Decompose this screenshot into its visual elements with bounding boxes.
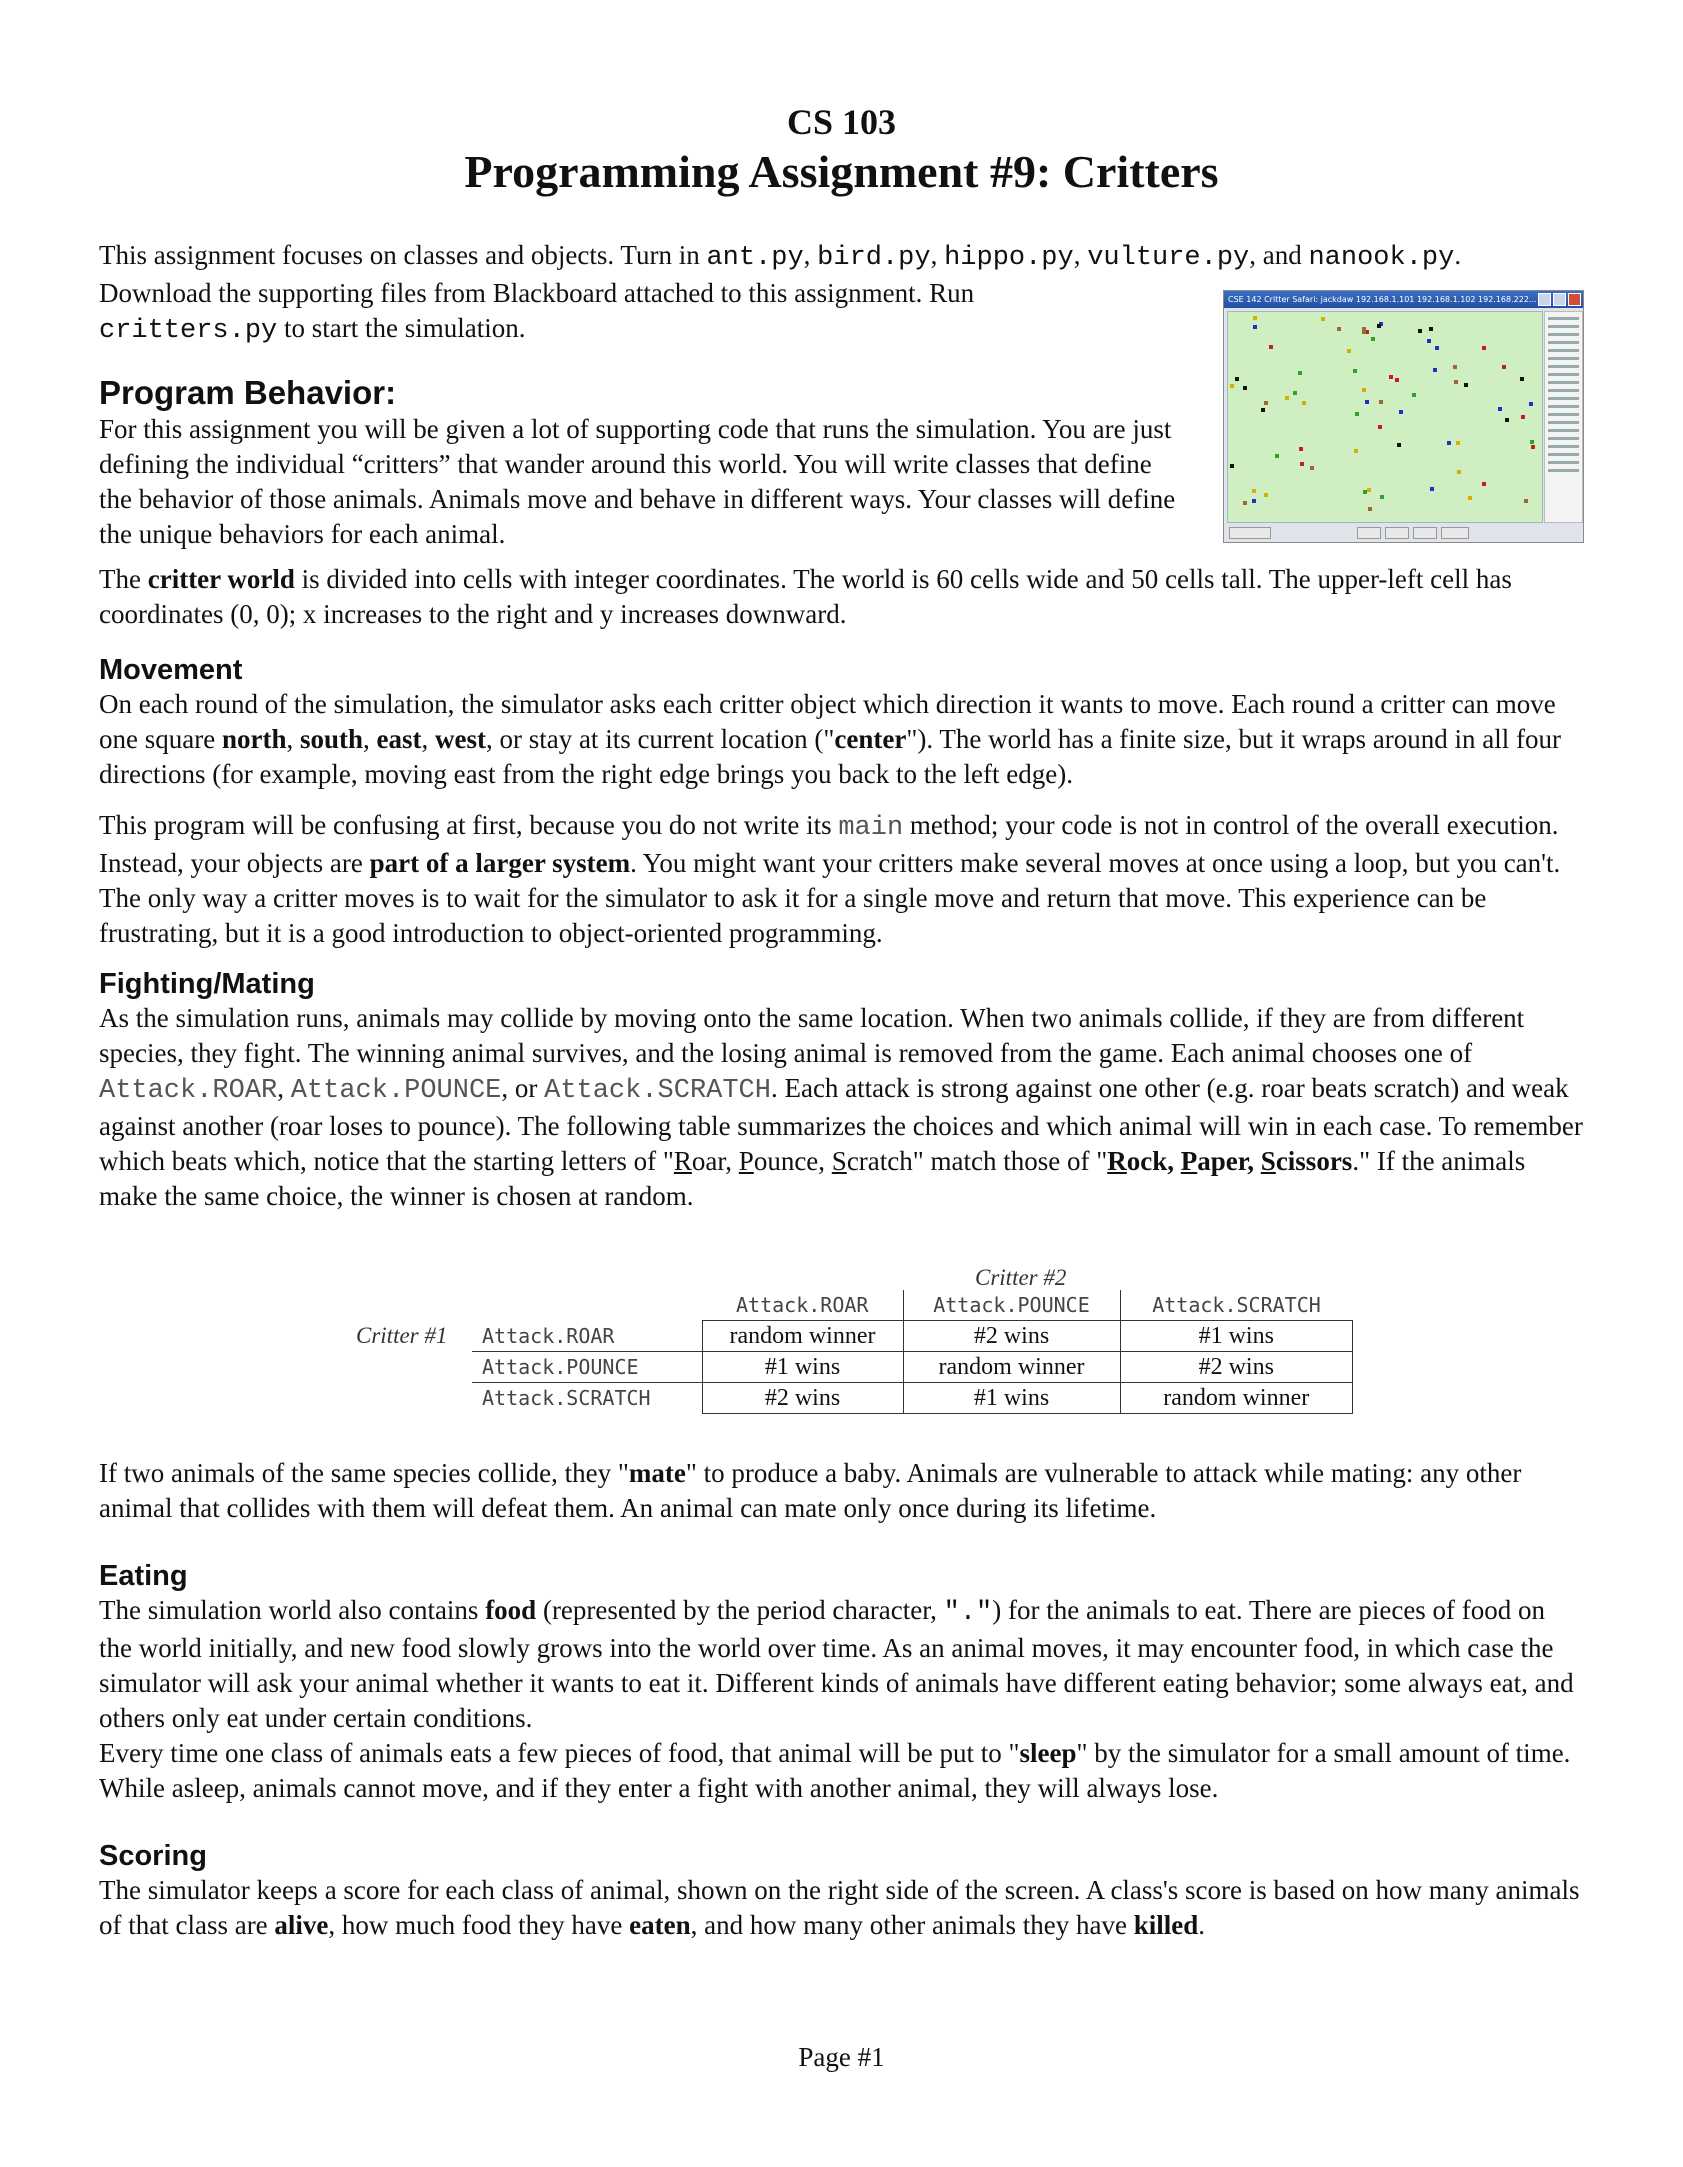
text: cratch" match those of ": [846, 1146, 1108, 1176]
sleep-paragraph: [99, 1736, 1584, 1806]
text: On each round of the simulation, the simulator asks each critter object which direction it wants to move. Each round a critter can move one square: [99, 689, 1556, 754]
text: , how much food they have: [328, 1910, 630, 1940]
table-cell: #2 wins: [1120, 1352, 1353, 1383]
movement-section: [99, 654, 1584, 951]
critter-dot: [1347, 349, 1351, 353]
program-behavior-heading: Program Behavior:: [99, 374, 397, 411]
page-title: Programming Assignment #9: Critters: [464, 146, 1219, 197]
file-ant: ant.py: [706, 243, 804, 273]
text: ,: [277, 1073, 291, 1103]
document-header: [99, 100, 1584, 200]
text: oar,: [691, 1146, 739, 1176]
killed-term: killed: [1133, 1910, 1199, 1940]
critter-dot: [1253, 325, 1257, 329]
intro-paragraph: [99, 238, 1584, 276]
text: Every time one class of animals eats a few pieces of food, that animal will be put to ": [99, 1738, 1020, 1768]
text: ,: [421, 724, 435, 754]
sep: ,: [930, 240, 945, 270]
file-bird: bird.py: [817, 243, 931, 273]
attack-roar-term: Attack.ROAR: [99, 1076, 278, 1106]
attack-scratch-term: Attack.SCRATCH: [544, 1076, 771, 1106]
page-footer: [99, 2040, 1584, 2075]
row-header: Attack.ROAR: [472, 1321, 702, 1352]
scoring-section: [99, 1840, 1584, 1943]
sep: .: [1454, 240, 1462, 270]
critter-dot: [1502, 365, 1506, 369]
critter-dot: [1427, 339, 1431, 343]
critter-dot: [1371, 337, 1375, 341]
file-nanook: nanook.py: [1308, 243, 1455, 273]
eating-paragraph: [99, 1593, 1584, 1736]
eating-section: [99, 1560, 1584, 1806]
fighting-paragraph: [99, 1001, 1584, 1214]
text: aper,: [1197, 1146, 1261, 1176]
fighting-section: [99, 968, 1584, 1214]
critter-dot: [1453, 365, 1457, 369]
text: (represented by the period character,: [536, 1595, 944, 1625]
critter-dot: [1321, 317, 1325, 321]
critter-dot: [1269, 345, 1273, 349]
critter-dot: [1435, 346, 1439, 350]
text: ) for the animals to eat. There are pieces of food on the world initially, and new food slowly grows into the world over time. As an animal moves, it may encounter food, in which case the simulator will ask your animal whether it wants to eat it. Different kinds of animals have different eating behavior; some always eat, and others only eat under certain conditions.: [99, 1595, 1574, 1733]
column-header: Attack.ROAR: [702, 1290, 903, 1321]
text: . You might want your critters make several moves at once using a loop, but you can't. The only way a critter moves is to wait for the simulator to ask it for a single move and return that move. This experience can be frustrating, but it is a good introduction to object-oriented programming.: [99, 848, 1561, 948]
text: As the simulation runs, animals may collide by moving onto the same location. When two animals collide, if they are from different species, they fight. The winning animal survives, and the losing animal is removed from the game. Each animal chooses one of: [99, 1003, 1525, 1068]
center-term: center: [834, 724, 907, 754]
download-text: Download the supporting files from Blackboard attached to this assignment. Run: [99, 278, 975, 308]
table-cell: #2 wins: [903, 1321, 1120, 1352]
sep: ,: [803, 240, 818, 270]
sep: ,: [1073, 240, 1088, 270]
larger-system-term: part of a larger system: [369, 848, 631, 878]
close-icon: [1568, 293, 1581, 306]
sleep-term: sleep: [1019, 1738, 1077, 1768]
table-cell: #1 wins: [702, 1352, 903, 1383]
critter-dot: [1418, 329, 1422, 333]
scoring-heading: Scoring: [99, 1840, 207, 1872]
table-cell: random winner: [702, 1321, 903, 1352]
attack-table: [472, 1290, 1353, 1414]
main-method-paragraph: [99, 808, 1584, 951]
text: is divided into cells with integer coordinates. The world is 60 cells wide and 50 cells tall. The upper-left cell has coordinates (0, 0); x increases to the right and y increases downward.: [99, 564, 1512, 629]
file-hippo: hippo.py: [944, 243, 1074, 273]
west-term: west: [434, 724, 486, 754]
south-term: south: [299, 724, 363, 754]
minimize-icon: [1538, 293, 1551, 306]
eaten-term: eaten: [629, 1910, 691, 1940]
alive-term: alive: [274, 1910, 329, 1940]
table-cell: random winner: [903, 1352, 1120, 1383]
mating-section: [99, 1456, 1584, 1526]
mnemonic-letter: P: [1180, 1146, 1198, 1176]
text: , and how many other animals they have: [690, 1910, 1134, 1940]
column-header: Attack.SCRATCH: [1152, 1293, 1321, 1317]
critter2-label: Critter #2: [975, 1265, 1067, 1290]
intro-text: This assignment focuses on classes and objects. Turn in: [99, 240, 707, 270]
row-header: Attack.POUNCE: [472, 1352, 702, 1383]
page-number: Page #1: [798, 2042, 885, 2072]
table-header-row: [472, 1290, 1353, 1321]
text: . Each attack is strong against one other (e.g. roar beats scratch) and weak against another (roar loses to pounce). The following table summarizes the choices and which animal will win in each case. To remember which beats which, notice that the starting letters of ": [99, 1073, 1583, 1176]
critter-dot: [1377, 324, 1381, 328]
text: method; your code is not in control of the overall execution. Instead, your objects are: [99, 810, 1559, 878]
text: The simulator keeps a score for each class of animal, shown on the right side of the screen. A class's score is based on how many animals of that class are: [99, 1875, 1580, 1940]
screenshot-titlebar: CSE 142 Critter Safari: jackdaw 192.168.1.101 192.168.1.102 192.168.222...: [1224, 291, 1583, 308]
course-code: CS 103: [786, 102, 897, 142]
text: " to produce a baby. Animals are vulnerable to attack while mating: any other animal that collides with them will defeat them. An animal can mate only once during its lifetime.: [99, 1458, 1522, 1523]
scoring-paragraph: [99, 1873, 1584, 1943]
table-cell: #1 wins: [1120, 1321, 1353, 1352]
text: .: [1198, 1910, 1206, 1940]
text: , or stay at its current location (": [485, 724, 835, 754]
text: "). The world has a finite size, but it wraps around in all four directions (for example, moving east from the right edge brings you back to the left edge).: [99, 724, 1561, 789]
window-controls: [1538, 293, 1581, 306]
program-behavior-paragraph: For this assignment you will be given a lot of supporting code that runs the simulation. You are just defining the individual “critters” that wander around this world. You will write classes that define the behavior of those animals. Animals move and behave in different ways. Your classes will define the unique behaviors for each animal.: [99, 414, 1176, 549]
table-cell: random winner: [1120, 1383, 1353, 1414]
critter-dot: [1429, 327, 1433, 331]
period-char: ".": [943, 1598, 993, 1628]
movement-heading: Movement: [99, 654, 243, 686]
text: , or: [501, 1073, 545, 1103]
mnemonic-letter: S: [1260, 1146, 1276, 1176]
sep: , and: [1249, 240, 1309, 270]
mnemonic-letter: S: [831, 1146, 847, 1176]
file-critters: critters.py: [99, 316, 278, 346]
row-header: Attack.SCRATCH: [482, 1386, 651, 1411]
critter-dot: [1353, 369, 1357, 373]
download-text-end: to start the simulation.: [277, 313, 526, 343]
text: cissors: [1275, 1146, 1353, 1176]
movement-paragraph: [99, 687, 1584, 792]
food-term: food: [485, 1595, 537, 1625]
file-vulture: vulture.py: [1087, 243, 1250, 273]
attack-pounce-term: Attack.POUNCE: [290, 1076, 502, 1106]
table-row: [472, 1321, 1353, 1352]
critter-world-paragraph: [99, 562, 1584, 632]
mating-paragraph: [99, 1456, 1584, 1526]
critter-dot: [1433, 368, 1437, 372]
text: ,: [363, 724, 377, 754]
text: The simulation world also contains: [99, 1595, 486, 1625]
table-cell: #1 wins: [903, 1383, 1120, 1414]
text: ." If the animals make the same choice, the winner is chosen at random.: [99, 1146, 1526, 1211]
mate-term: mate: [628, 1458, 686, 1488]
mnemonic-letter: R: [673, 1146, 692, 1176]
critter-dot: [1253, 316, 1257, 320]
table-cell: #2 wins: [702, 1383, 903, 1414]
text: This program will be confusing at first, because you do not write its: [99, 810, 839, 840]
text: The: [99, 564, 148, 594]
text: ounce,: [753, 1146, 832, 1176]
critter-dot: [1482, 346, 1486, 350]
text: " by the simulator for a small amount of time. While asleep, animals cannot move, and if they enter a fight with another animal, they will always lose.: [99, 1738, 1571, 1803]
critter-dot: [1362, 327, 1366, 331]
eating-heading: Eating: [99, 1560, 188, 1592]
east-term: east: [376, 724, 422, 754]
program-behavior-section: [99, 374, 1584, 632]
table-row: [472, 1383, 1353, 1414]
table-row: [472, 1352, 1353, 1383]
critter-dot: [1337, 327, 1341, 331]
text: ock,: [1126, 1146, 1181, 1176]
main-method-term: main: [838, 813, 904, 843]
north-term: north: [221, 724, 287, 754]
maximize-icon: [1553, 293, 1566, 306]
critter-world-term: critter world: [147, 564, 295, 594]
mnemonic-letter: R: [1107, 1146, 1127, 1176]
critter1-label: Critter #1: [356, 1323, 448, 1348]
fighting-heading: Fighting/Mating: [99, 968, 315, 1000]
column-header: Attack.POUNCE: [903, 1290, 1120, 1321]
mnemonic-letter: P: [738, 1146, 754, 1176]
text: ,: [286, 724, 300, 754]
text: If two animals of the same species collide, they ": [99, 1458, 629, 1488]
download-paragraph: [99, 276, 1189, 349]
